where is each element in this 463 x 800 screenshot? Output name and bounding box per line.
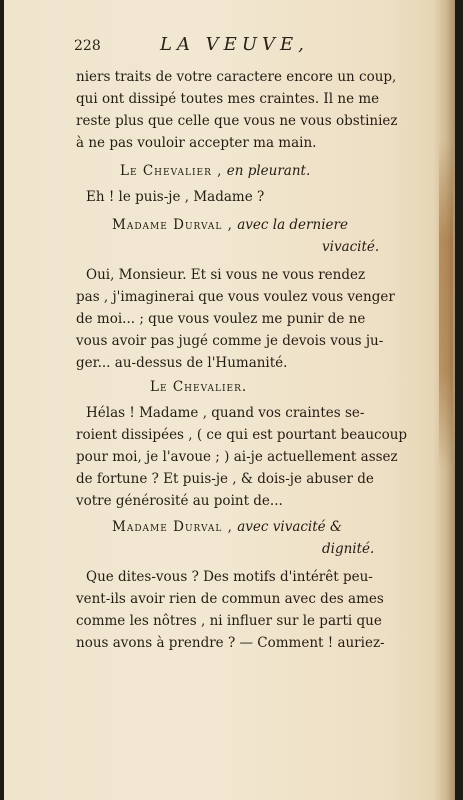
speaker-line: [112, 516, 342, 538]
stage-direction-cont: [322, 236, 379, 258]
text-line: à ne pas vouloir accepter ma main.: [76, 135, 317, 151]
page-header: [74, 34, 404, 58]
text-line: Eh ! le puis-je , Madame ?: [86, 189, 265, 205]
text-line: nous avons à prendre ? — Comment ! auriez-: [76, 635, 385, 651]
text-line: Hélas ! Madame , quand vos craintes se-: [86, 405, 365, 421]
text-line: votre générosité au point de...: [76, 493, 283, 509]
text-line: vent-ils avoir rien de commun avec des ames: [76, 591, 384, 607]
text-line: qui ont dissipé toutes mes craintes. Il ne me: [76, 91, 380, 107]
text-line: ger... au-dessus de l'Humanité.: [76, 355, 288, 371]
speaker-name: Madame Durval ,: [112, 217, 233, 233]
speaker-name: Le Chevalier ,: [120, 163, 223, 179]
text-line: niers traits de votre caractere encore un coup,: [76, 69, 397, 85]
text-line: Oui, Monsieur. Et si vous ne vous rendez: [86, 267, 366, 283]
speaker-line: [150, 376, 247, 398]
text-line: vous avoir pas jugé comme je devois vous ju-: [76, 333, 384, 349]
text-line: pour moi, je l'avoue ; ) ai-je actuellement assez: [76, 449, 398, 465]
text-line: comme les nôtres , ni influer sur le parti que: [76, 613, 382, 629]
text-line: de fortune ? Et puis-je , & dois-je abuser de: [76, 471, 374, 487]
stage-direction: avec la derniere: [237, 217, 348, 233]
stage-direction: en pleurant.: [226, 163, 311, 179]
book-page: [4, 0, 455, 800]
stage-direction: dignité.: [322, 541, 375, 557]
page-number: 228: [74, 38, 101, 54]
text-line: roient dissipées , ( ce qui est pourtant beaucoup: [76, 427, 408, 443]
speaker-line: [112, 214, 348, 236]
text-line: reste plus que celle que vous ne vous obstiniez: [76, 113, 398, 129]
running-title: LA VEUVE,: [160, 34, 309, 55]
text-line: pas , j'imaginerai que vous voulez vous venger: [76, 289, 395, 305]
text-line: Que dites-vous ? Des motifs d'intérêt peu-: [86, 569, 373, 585]
speaker-name: Madame Durval ,: [112, 519, 233, 535]
stage-direction: avec vivacité &: [237, 519, 342, 535]
stage-direction: vivacité.: [322, 239, 380, 255]
stage-direction-cont: [322, 538, 374, 560]
page-stain: [439, 140, 453, 470]
speaker-name: Le Chevalier.: [150, 379, 248, 395]
speaker-line: [120, 160, 310, 182]
text-line: de moi... ; que vous voulez me punir de ne: [76, 311, 366, 327]
